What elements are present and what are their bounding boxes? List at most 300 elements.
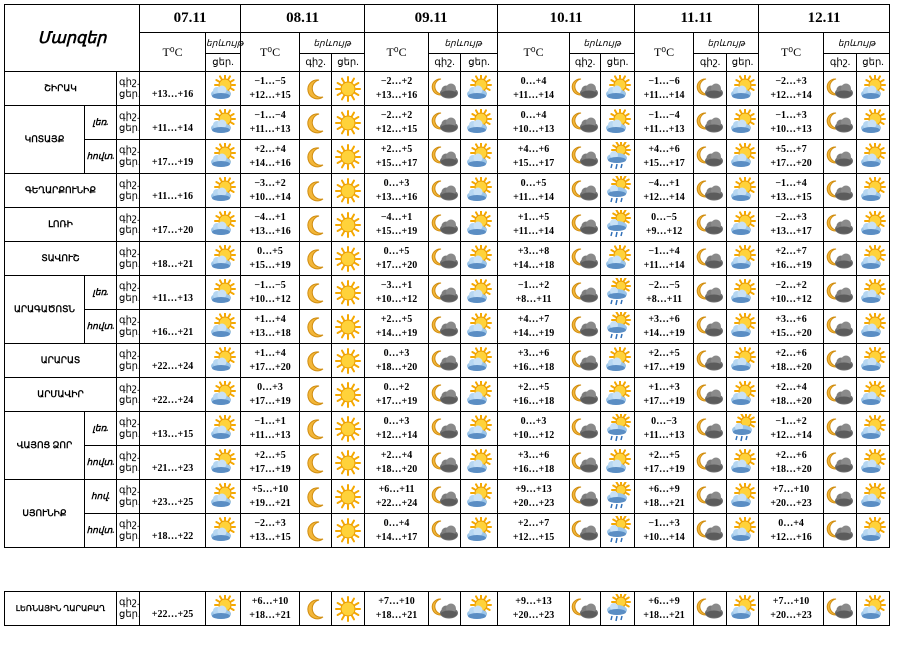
temp-cell: 0…+3 +17…+19 <box>241 378 300 412</box>
weather-icon-cell <box>824 514 857 548</box>
weather-icon-cell <box>694 208 727 242</box>
weather-icon-cell <box>461 592 498 626</box>
moon-cloud-icon <box>694 76 726 102</box>
moon-cloud-icon <box>824 348 856 374</box>
weather-icon-cell <box>857 592 890 626</box>
temp-cell: 0…+5 +15…+19 <box>241 242 300 276</box>
sun-cloud-icon <box>727 177 758 205</box>
day-night-label: գիշ. ցեր. <box>117 412 140 446</box>
temp-cell: +4…+7 +14…+19 <box>498 310 570 344</box>
day-label: ցեր. <box>727 54 759 72</box>
weather-icon-cell <box>206 174 241 208</box>
temp-cell: +23…+25 <box>140 480 206 514</box>
weather-icon-cell <box>727 174 759 208</box>
temp-unit-header: T⁰C <box>140 33 206 72</box>
sun-cloud-icon <box>727 313 758 341</box>
weather-icon-cell <box>727 514 759 548</box>
weather-icon-cell <box>300 72 332 106</box>
temp-cell: +18…+21 <box>140 242 206 276</box>
sun-cloud-icon <box>206 75 240 103</box>
karabakh-table <box>4 591 890 626</box>
temp-cell: +22…+24 <box>140 378 206 412</box>
weather-icon-cell <box>857 208 890 242</box>
weather-icon-cell <box>429 446 461 480</box>
temp-cell: −4…+1 +12…+14 <box>635 174 694 208</box>
moon-cloud-icon <box>824 110 856 136</box>
weather-icon-cell <box>857 140 890 174</box>
sun-icon <box>332 110 364 136</box>
temp-cell: −1…−4 +11…+13 <box>635 106 694 140</box>
weather-icon-cell <box>429 514 461 548</box>
day-label: ցեր. <box>461 54 498 72</box>
weather-icon-cell <box>601 514 635 548</box>
sun-cloud-icon <box>461 75 497 103</box>
temp-cell: +1…+4 +17…+20 <box>241 344 300 378</box>
region-subzone: լեռ. <box>85 412 117 446</box>
weather-icon-cell <box>461 378 498 412</box>
sun-cloud-icon <box>857 483 889 511</box>
weather-icon-cell <box>300 242 332 276</box>
temp-cell: 0…+5 +11…+14 <box>498 174 570 208</box>
moon-cloud-icon <box>694 212 726 238</box>
temp-cell: +7…+10 +20…+23 <box>759 592 824 626</box>
weather-icon-cell <box>727 276 759 310</box>
night-label: գիշ. <box>570 54 601 72</box>
weather-icon-cell <box>824 72 857 106</box>
weather-icon-cell <box>857 344 890 378</box>
sun-icon <box>332 416 364 442</box>
moon-cloud-icon <box>694 314 726 340</box>
moon-icon <box>300 416 331 442</box>
region-row <box>5 208 890 242</box>
moon-cloud-icon <box>570 246 600 272</box>
weather-icon-cell <box>824 412 857 446</box>
moon-cloud-icon <box>570 76 600 102</box>
region-subzone: հովտ. <box>85 310 117 344</box>
temp-cell: −4…+1 +13…+16 <box>241 208 300 242</box>
moon-cloud-icon <box>694 596 726 622</box>
region-name: ԳԵՂԱՐՔՈՒՆԻՔ <box>5 174 117 208</box>
temp-cell: −1…+4 +11…+14 <box>635 242 694 276</box>
weather-icon-cell <box>727 412 759 446</box>
temp-cell: +17…+19 <box>140 140 206 174</box>
region-name: ՎԱՅՈՑ ՁՈՐ <box>5 412 85 480</box>
weather-icon-cell <box>601 446 635 480</box>
region-row <box>5 174 890 208</box>
date-header: 09.11 <box>365 5 498 33</box>
temp-cell: −1…+3 +10…+14 <box>635 514 694 548</box>
rain-icon <box>601 312 634 342</box>
region-row <box>5 446 890 480</box>
weather-icon-cell <box>570 412 601 446</box>
moon-cloud-icon <box>570 280 600 306</box>
weather-icon-cell <box>461 208 498 242</box>
moon-icon <box>300 76 331 102</box>
temp-cell: 0…−5 +9…+12 <box>635 208 694 242</box>
region-subzone: հով. <box>85 480 117 514</box>
rain-icon <box>601 176 634 206</box>
rain-icon <box>601 482 634 512</box>
sun-icon <box>332 382 364 408</box>
temp-cell: +6…+10 +18…+21 <box>241 592 300 626</box>
weather-icon-cell <box>694 174 727 208</box>
moon-cloud-icon <box>824 596 856 622</box>
region-row <box>5 106 890 140</box>
weather-icon-cell <box>727 140 759 174</box>
temp-cell: +5…+7 +17…+20 <box>759 140 824 174</box>
weather-icon-cell <box>206 412 241 446</box>
moon-cloud-icon <box>824 246 856 272</box>
weather-icon-cell <box>694 140 727 174</box>
weather-icon-cell <box>570 242 601 276</box>
day-night-label: գիշ. ցեր. <box>117 242 140 276</box>
day-night-label: գիշ. ցեր. <box>117 446 140 480</box>
weather-icon-cell <box>332 592 365 626</box>
moon-icon <box>300 110 331 136</box>
weather-icon-cell <box>857 72 890 106</box>
sun-cloud-icon <box>601 347 634 375</box>
weather-icon-cell <box>824 378 857 412</box>
temp-cell: +13…+15 <box>140 412 206 446</box>
sun-icon <box>332 596 364 622</box>
weather-icon-cell <box>857 106 890 140</box>
weather-icon-cell <box>570 514 601 548</box>
temp-cell: +22…+24 <box>140 344 206 378</box>
temp-cell: +1…+5 +11…+14 <box>498 208 570 242</box>
sun-cloud-icon <box>461 109 497 137</box>
sun-cloud-icon <box>727 595 758 623</box>
sun-cloud-icon <box>727 75 758 103</box>
rain-icon <box>601 142 634 172</box>
region-name: ՏԱՎՈՒՇ <box>5 242 117 276</box>
weather-icon-cell <box>601 242 635 276</box>
moon-cloud-icon <box>570 144 600 170</box>
header-row-dates <box>5 5 890 33</box>
weather-icon-cell <box>461 174 498 208</box>
weather-icon-cell <box>824 480 857 514</box>
temp-cell: +3…+6 +16…+18 <box>498 446 570 480</box>
temp-cell: +2…+5 +15…+17 <box>365 140 429 174</box>
temp-cell: +2…+5 +16…+18 <box>498 378 570 412</box>
weather-icon-cell <box>461 412 498 446</box>
weather-icon-cell <box>206 480 241 514</box>
moon-cloud-icon <box>824 212 856 238</box>
moon-cloud-icon <box>429 178 460 204</box>
rain-icon <box>601 210 634 240</box>
moon-cloud-icon <box>824 450 856 476</box>
day-night-label: գիշ. ցեր. <box>117 208 140 242</box>
weather-header: երևույթ <box>429 33 498 54</box>
weather-icon-cell <box>601 592 635 626</box>
sun-cloud-icon <box>461 449 497 477</box>
weather-icon-cell <box>461 72 498 106</box>
sun-cloud-icon <box>206 245 240 273</box>
region-subzone: լեռ. <box>85 106 117 140</box>
weather-icon-cell <box>206 72 241 106</box>
weather-icon-cell <box>461 140 498 174</box>
weather-icon-cell <box>857 310 890 344</box>
rain-icon <box>601 278 634 308</box>
weather-icon-cell <box>694 378 727 412</box>
weather-icon-cell <box>570 106 601 140</box>
temp-cell: −1…−4 +11…+13 <box>241 106 300 140</box>
sun-cloud-icon <box>727 109 758 137</box>
temp-cell: −1…+2 +12…+14 <box>759 412 824 446</box>
weather-header: երևույթ <box>206 33 241 54</box>
weather-icon-cell <box>300 514 332 548</box>
temp-cell: +7…+10 +18…+21 <box>365 592 429 626</box>
sun-cloud-icon <box>727 483 758 511</box>
temp-cell: +17…+20 <box>140 208 206 242</box>
region-row <box>5 412 890 446</box>
temp-cell: 0…+3 +18…+20 <box>365 344 429 378</box>
moon-cloud-icon <box>429 484 460 510</box>
weather-icon-cell <box>332 378 365 412</box>
moon-cloud-icon <box>824 280 856 306</box>
moon-icon <box>300 246 331 272</box>
weather-icon-cell <box>694 480 727 514</box>
sun-cloud-icon <box>461 177 497 205</box>
sun-icon <box>332 212 364 238</box>
weather-icon-cell <box>570 344 601 378</box>
rain-icon <box>601 594 634 624</box>
sun-cloud-icon <box>206 449 240 477</box>
weather-icon-cell <box>727 310 759 344</box>
weather-icon-cell <box>461 514 498 548</box>
temp-unit-header: T⁰C <box>759 33 824 72</box>
temp-cell: +3…+6 +15…+20 <box>759 310 824 344</box>
sun-cloud-icon <box>857 595 889 623</box>
region-subzone: հովտ. <box>85 446 117 480</box>
weather-icon-cell <box>332 310 365 344</box>
sun-cloud-icon <box>601 75 634 103</box>
weather-icon-cell <box>694 276 727 310</box>
temp-cell: +5…+10 +19…+21 <box>241 480 300 514</box>
moon-cloud-icon <box>429 348 460 374</box>
region-row <box>5 72 890 106</box>
temp-cell: −1…+1 +11…+13 <box>241 412 300 446</box>
sun-icon <box>332 280 364 306</box>
weather-icon-cell <box>601 378 635 412</box>
weather-icon-cell <box>727 106 759 140</box>
temp-cell: +9…+13 +20…+23 <box>498 480 570 514</box>
temp-cell: −1…−5 +10…+12 <box>241 276 300 310</box>
weather-icon-cell <box>332 446 365 480</box>
moon-cloud-icon <box>570 416 600 442</box>
region-name: ՇԻՐԱԿ <box>5 72 117 106</box>
sun-cloud-icon <box>857 75 889 103</box>
sun-cloud-icon <box>857 143 889 171</box>
weather-icon-cell <box>601 276 635 310</box>
temp-cell: +2…+5 +17…+19 <box>635 446 694 480</box>
sun-cloud-icon <box>857 449 889 477</box>
sun-cloud-icon <box>206 313 240 341</box>
weather-icon-cell <box>206 378 241 412</box>
moon-cloud-icon <box>570 314 600 340</box>
weather-icon-cell <box>332 344 365 378</box>
sun-cloud-icon <box>206 483 240 511</box>
moon-cloud-icon <box>429 246 460 272</box>
region-name: ԿՈՏԱՅՔ <box>5 106 85 174</box>
sun-cloud-icon <box>206 109 240 137</box>
sun-cloud-icon <box>206 595 240 623</box>
temp-cell: 0…+3 +12…+14 <box>365 412 429 446</box>
weather-icon-cell <box>601 344 635 378</box>
sun-cloud-icon <box>727 245 758 273</box>
region-name: ԱՐԱԳԱԾՈՏՆ <box>5 276 85 344</box>
night-label: գիշ. <box>300 54 332 72</box>
weather-icon-cell <box>694 72 727 106</box>
weather-icon-cell <box>429 412 461 446</box>
weather-icon-cell <box>429 276 461 310</box>
sun-cloud-icon <box>461 415 497 443</box>
sun-cloud-icon <box>601 245 634 273</box>
temp-cell: +3…+8 +14…+18 <box>498 242 570 276</box>
sun-cloud-icon <box>461 347 497 375</box>
weather-icon-cell <box>570 140 601 174</box>
moon-cloud-icon <box>694 144 726 170</box>
weather-icon-cell <box>570 174 601 208</box>
day-night-label: գիշ. ցեր. <box>117 174 140 208</box>
weather-icon-cell <box>857 480 890 514</box>
region-name: ԱՐՄԱՎԻՐ <box>5 378 117 412</box>
region-name: ԼԵՌՆԱՅԻՆ ՂԱՐԱԲԱՂ <box>5 592 117 626</box>
weather-icon-cell <box>857 412 890 446</box>
region-name: ԼՈՌԻ <box>5 208 117 242</box>
weather-icon-cell <box>601 310 635 344</box>
weather-icon-cell <box>300 106 332 140</box>
weather-icon-cell <box>429 480 461 514</box>
temp-unit-header: T⁰C <box>635 33 694 72</box>
weather-icon-cell <box>206 310 241 344</box>
temp-cell: +22…+25 <box>140 592 206 626</box>
temp-cell: +6…+11 +22…+24 <box>365 480 429 514</box>
weather-icon-cell <box>429 344 461 378</box>
moon-icon <box>300 484 331 510</box>
weather-icon-cell <box>206 242 241 276</box>
day-night-label: գիշ. ցեր. <box>117 72 140 106</box>
moon-cloud-icon <box>570 450 600 476</box>
weather-icon-cell <box>570 310 601 344</box>
temp-cell: −2…+2 +12…+15 <box>365 106 429 140</box>
temp-cell: −2…+2 +10…+12 <box>759 276 824 310</box>
weather-icon-cell <box>824 344 857 378</box>
weather-icon-cell <box>570 276 601 310</box>
weather-icon-cell <box>206 344 241 378</box>
temp-cell: 0…+3 +10…+12 <box>498 412 570 446</box>
moon-cloud-icon <box>570 348 600 374</box>
weather-icon-cell <box>429 378 461 412</box>
sun-cloud-icon <box>206 177 240 205</box>
temp-cell: +6…+9 +18…+21 <box>635 480 694 514</box>
temp-cell: +2…+6 +18…+20 <box>759 446 824 480</box>
sun-cloud-icon <box>206 279 240 307</box>
moon-icon <box>300 596 331 622</box>
day-label: ցեր. <box>332 54 365 72</box>
weather-icon-cell <box>570 592 601 626</box>
sun-cloud-icon <box>461 595 497 623</box>
weather-icon-cell <box>300 174 332 208</box>
weather-icon-cell <box>429 310 461 344</box>
moon-cloud-icon <box>824 178 856 204</box>
sun-icon <box>332 518 364 544</box>
temp-cell: +13…+16 <box>140 72 206 106</box>
sun-cloud-icon <box>857 245 889 273</box>
weather-icon-cell <box>601 480 635 514</box>
temp-cell: −2…+3 +12…+14 <box>759 72 824 106</box>
sun-cloud-icon <box>727 279 758 307</box>
moon-icon <box>300 280 331 306</box>
weather-icon-cell <box>332 106 365 140</box>
weather-icon-cell <box>857 378 890 412</box>
night-label: գիշ. <box>824 54 857 72</box>
sun-cloud-icon <box>461 279 497 307</box>
moon-icon <box>300 212 331 238</box>
sun-cloud-icon <box>461 381 497 409</box>
weather-icon-cell <box>429 208 461 242</box>
sun-cloud-icon <box>461 313 497 341</box>
weather-icon-cell <box>429 106 461 140</box>
sun-icon <box>332 76 364 102</box>
temp-cell: +7…+10 +20…+23 <box>759 480 824 514</box>
sun-cloud-icon <box>857 109 889 137</box>
weather-icon-cell <box>332 208 365 242</box>
weather-icon-cell <box>570 72 601 106</box>
weather-icon-cell <box>461 446 498 480</box>
sun-icon <box>332 348 364 374</box>
temp-cell: +3…+6 +16…+18 <box>498 344 570 378</box>
weather-icon-cell <box>332 276 365 310</box>
weather-header: երևույթ <box>300 33 365 54</box>
moon-cloud-icon <box>694 416 726 442</box>
temp-cell: −2…+2 +13…+16 <box>365 72 429 106</box>
moon-cloud-icon <box>824 484 856 510</box>
sun-cloud-icon <box>727 143 758 171</box>
moon-cloud-icon <box>570 484 600 510</box>
weather-icon-cell <box>429 592 461 626</box>
weather-icon-cell <box>461 344 498 378</box>
weather-icon-cell <box>727 242 759 276</box>
weather-icon-cell <box>206 446 241 480</box>
moon-cloud-icon <box>694 110 726 136</box>
moon-cloud-icon <box>429 450 460 476</box>
moon-cloud-icon <box>824 416 856 442</box>
temp-cell: −1…+3 +10…+13 <box>759 106 824 140</box>
moon-cloud-icon <box>570 178 600 204</box>
moon-cloud-icon <box>694 246 726 272</box>
weather-icon-cell <box>206 140 241 174</box>
weather-icon-cell <box>332 140 365 174</box>
sun-cloud-icon <box>461 245 497 273</box>
sun-cloud-icon <box>206 347 240 375</box>
sun-cloud-icon <box>461 211 497 239</box>
weather-icon-cell <box>206 276 241 310</box>
moon-cloud-icon <box>694 348 726 374</box>
weather-icon-cell <box>727 446 759 480</box>
moon-cloud-icon <box>694 450 726 476</box>
moon-cloud-icon <box>694 382 726 408</box>
temp-cell: +3…+6 +14…+19 <box>635 310 694 344</box>
weather-icon-cell <box>727 72 759 106</box>
temp-cell: +4…+6 +15…+17 <box>635 140 694 174</box>
day-night-label: գիշ. ցեր. <box>117 480 140 514</box>
temp-cell: +11…+14 <box>140 106 206 140</box>
day-label: ցեր. <box>206 54 241 72</box>
region-name: ԱՐԱՐԱՏ <box>5 344 117 378</box>
weather-icon-cell <box>429 140 461 174</box>
sun-cloud-icon <box>857 517 889 545</box>
weather-icon-cell <box>300 446 332 480</box>
